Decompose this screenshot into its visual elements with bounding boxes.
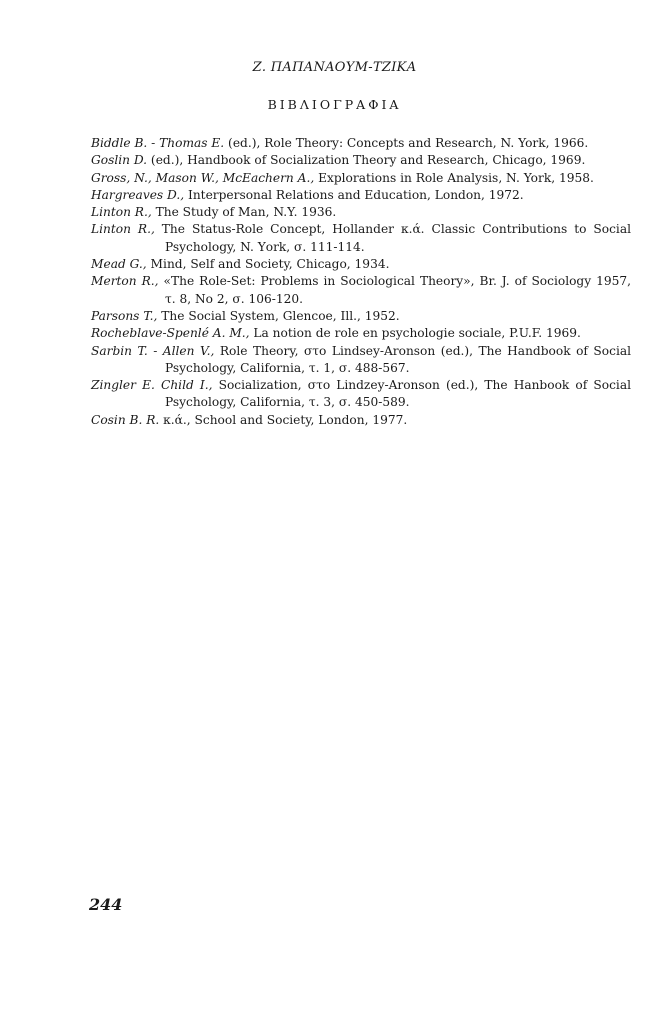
reference-entry [91,325,631,342]
reference-author: Linton R., [91,222,155,237]
reference-author: Cosin B. R. [91,412,160,427]
reference-author: Mead G., [91,257,147,272]
reference-text: Role Theory, στο Lindsey-Aronson (ed.), The Handbook of Social Psychology, California, τ. 1, σ. 488-567. [165,343,631,375]
section-title: ΒΙΒΛΙΟΓΡΑΦΙΑ [267,97,402,112]
reference-author: Goslin D. [91,153,148,168]
reference-entry [91,170,631,187]
reference-text: Explorations in Role Analysis, N. York, 1958. [314,170,594,185]
reference-text: (ed.), Role Theory: Concepts and Research, N. York, 1966. [224,136,589,150]
reference-author: Zingler E. Child I., [91,378,213,393]
reference-author: Rocheblave-Spenlé A. M., [91,326,250,341]
reference-text: Mind, Self and Society, Chicago, 1934. [146,257,390,272]
page-number: 244 [89,895,123,914]
reference-author: Parsons T., [91,308,158,323]
reference-entry [91,343,631,378]
reference-text: κ.ά., School and Society, London, 1977. [159,412,408,427]
reference-text: The Study of Man, N.Y. 1936. [151,205,337,220]
reference-entry [91,273,631,308]
reference-text: (ed.), Handbook of Socialization Theory and Research, Chicago, 1969. [147,153,586,168]
reference-entry [91,308,631,325]
reference-text: The Status-Role Concept, Hollander κ.ά. Classic Contributions to Social Psychology, N. Yοrk, σ. 111-114. [154,222,631,254]
reference-entry [91,377,631,412]
reference-entry [91,187,631,204]
reference-entry [91,412,631,429]
bibliography-list [91,135,631,429]
reference-text: Socialization, στο Lindzey-Aronson (ed.), The Hanbook of Social Psychology, California, τ. 3, σ. 450-589. [165,378,631,410]
reference-entry [91,204,631,221]
reference-author: Merton R., [91,274,159,289]
reference-text: «The Role-Set: Problems in Sociological Theory», Br. J. of Sociology 1957, τ. 8, No 2, σ. 106-120. [158,274,632,306]
reference-author: Linton R., [91,205,152,220]
reference-entry [91,221,631,256]
reference-author: Biddle B. - Thomas E. [91,136,225,150]
reference-author: Gross, N., Mason W., McEachern A., [91,170,315,185]
reference-author: Hargreaves D., [91,187,185,202]
reference-entry [91,135,631,152]
reference-entry [91,256,631,273]
reference-text: La notion de role en psychologie sociale, P.U.F. 1969. [249,326,581,341]
reference-author: Sarbin T. - Allen V., [91,343,215,358]
running-head: Ζ. ΠΑΠΑΝΑΟΥΜ-ΤΖΙΚΑ [252,60,417,75]
reference-entry [91,152,631,169]
reference-text: The Social System, Glencoe, Ill., 1952. [157,308,400,323]
reference-text: Interpersonal Relations and Education, London, 1972. [184,187,524,202]
